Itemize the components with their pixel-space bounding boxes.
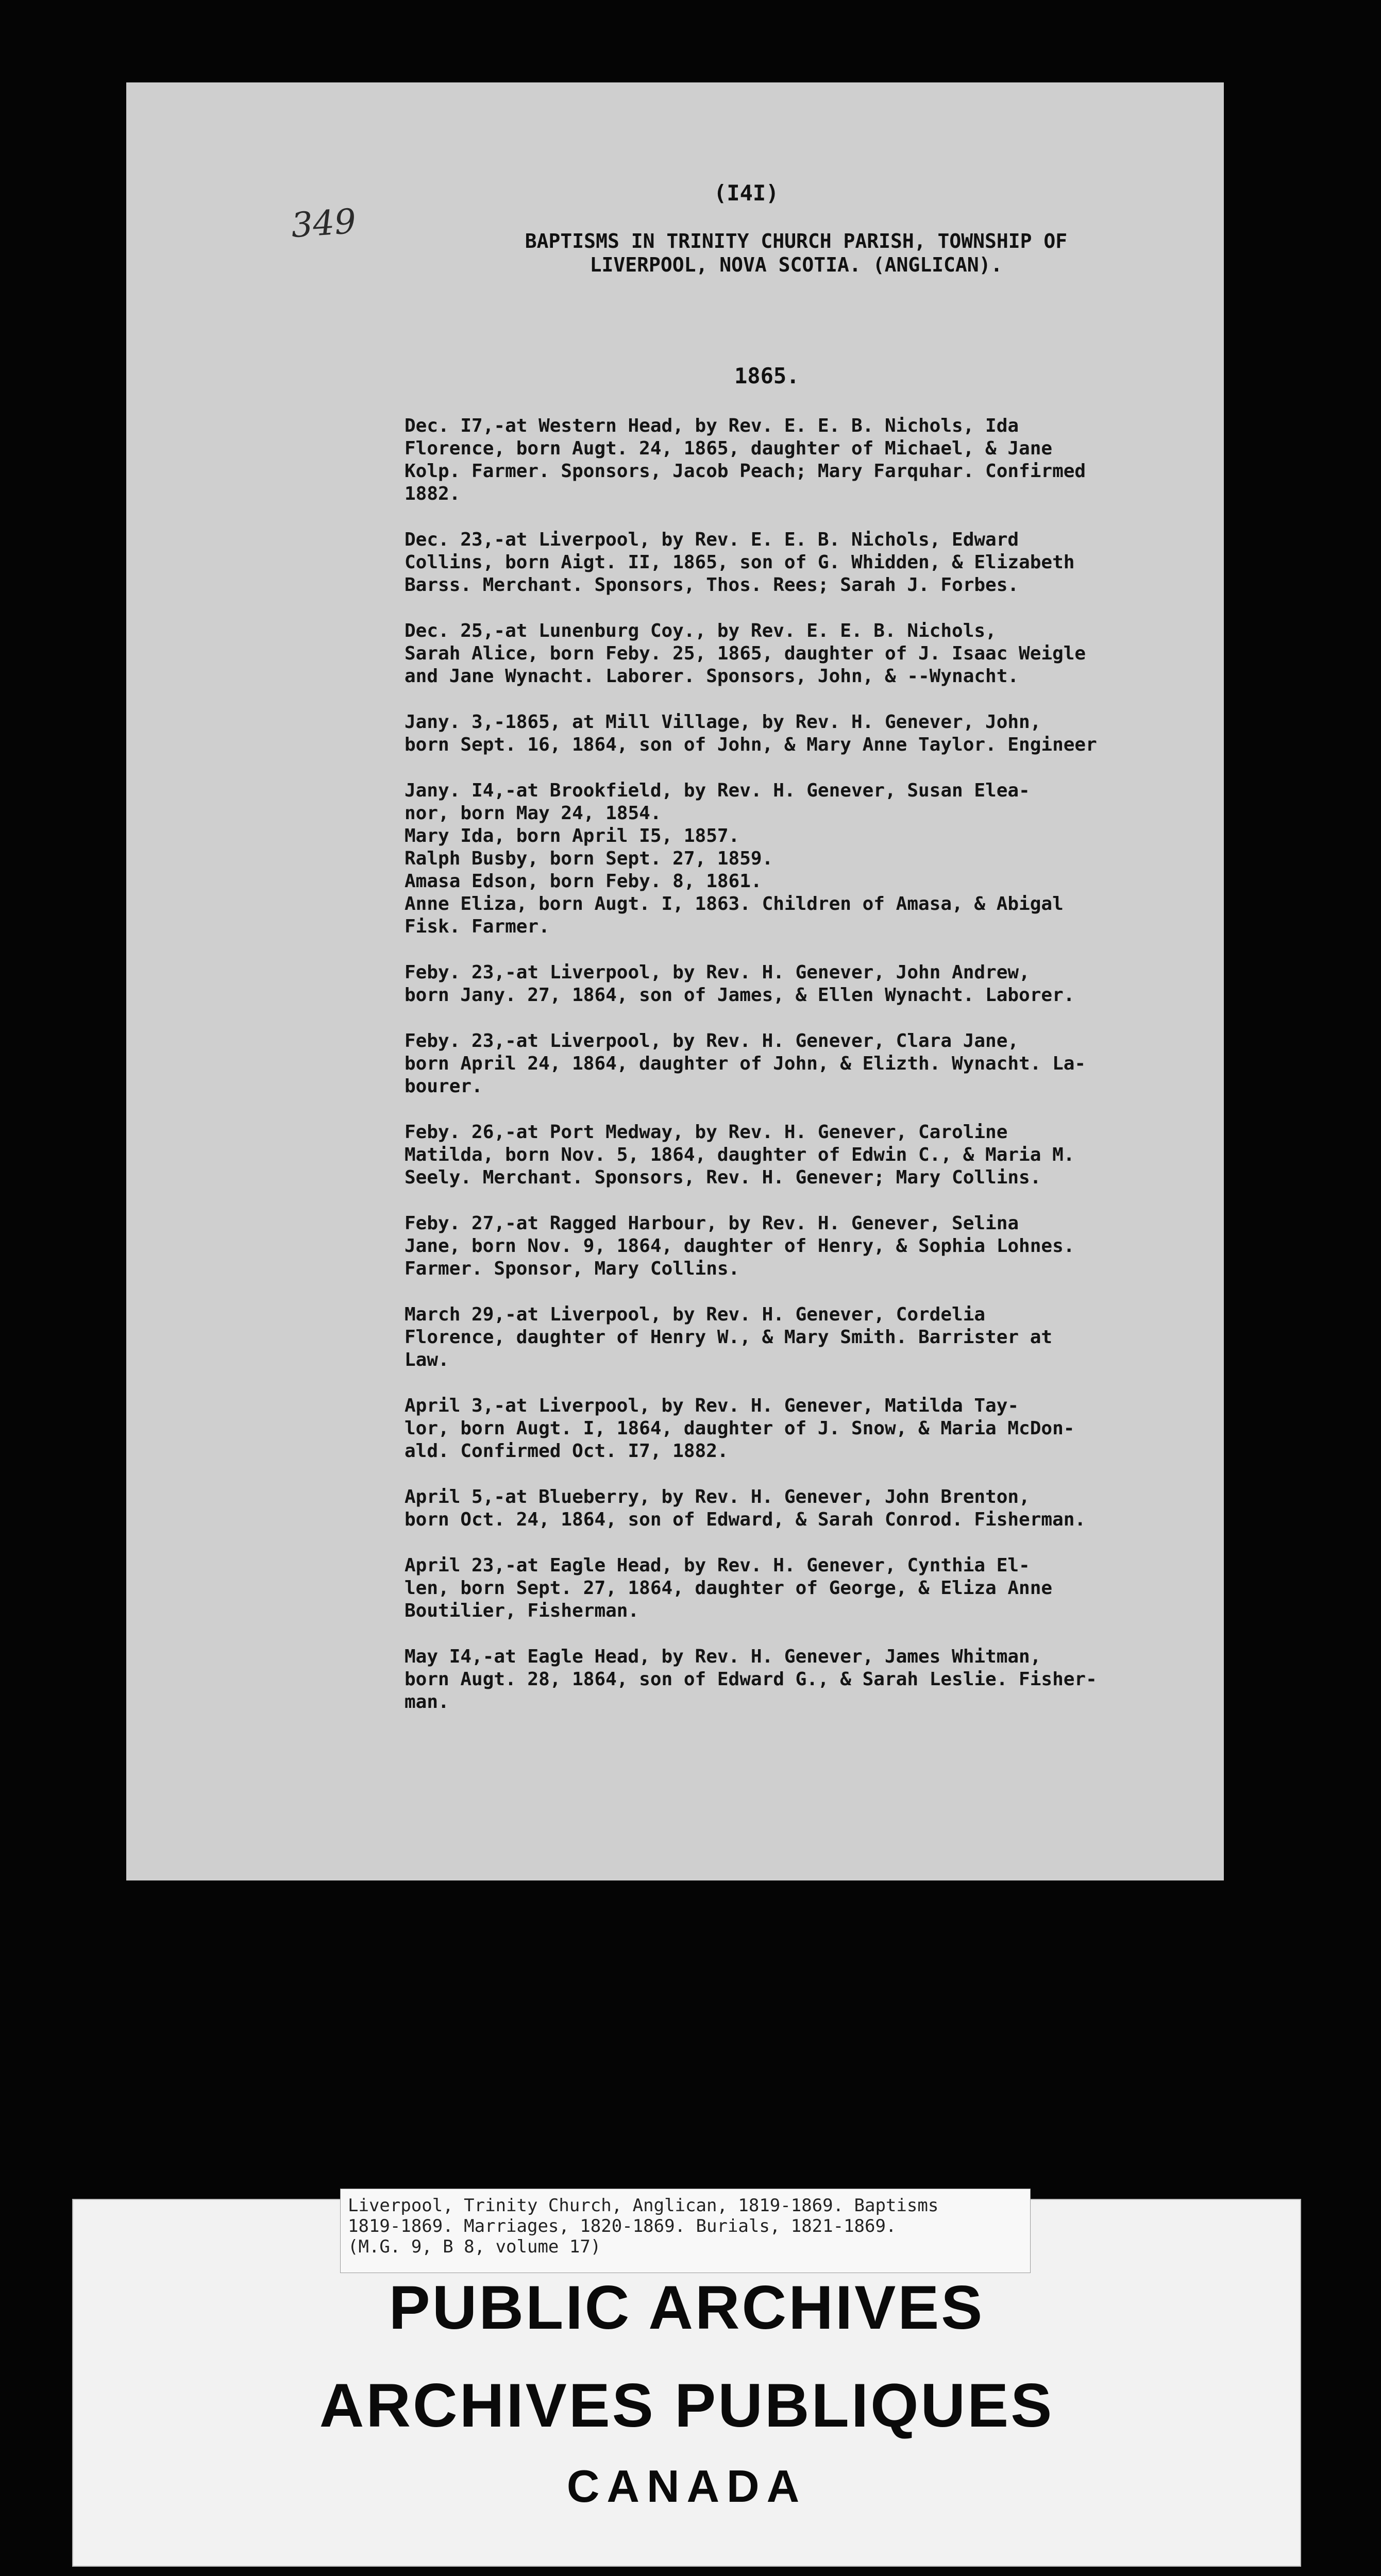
- handwritten-page-number: 349: [290, 201, 358, 246]
- document-page: [126, 82, 1224, 1880]
- archive-title-french: ARCHIVES PUBLIQUES: [319, 2371, 1054, 2440]
- baptism-entry: Dec. 23,-at Liverpool, by Rev. E. E. B. Nichols, Edward Collins, born Aigt. II, 1865, son of G. Whidden, & Elizabeth Barss. Merchant. Sponsors, Thos. Rees; Sarah J. Forbes.: [405, 529, 1075, 596]
- baptism-entry: Feby. 23,-at Liverpool, by Rev. H. Genever, Clara Jane, born April 24, 1864, daughter of John, & Elizth. Wynacht. La- bourer.: [405, 1030, 1086, 1097]
- baptism-entries: [405, 415, 1260, 1737]
- page-number: (I4I): [714, 180, 779, 206]
- archive-title-english: PUBLIC ARCHIVES: [389, 2273, 985, 2342]
- baptism-entry: April 5,-at Blueberry, by Rev. H. Genever, John Brenton, born Oct. 24, 1864, son of Edward, & Sarah Conrod. Fisherman.: [405, 1486, 1086, 1530]
- baptism-entry: Jany. I4,-at Brookfield, by Rev. H. Genever, Susan Elea- nor, born May 24, 1854. Mary Ida, born April I5, 1857. Ralph Busby, born Sept. 27, 1859. Amasa Edson, born Feby. 8, 1861. Anne Eliza, born Augt. I, 1863. Children of Amasa, & Abigal Fisk. Farmer.: [405, 780, 1064, 937]
- archive-reference-slip: Liverpool, Trinity Church, Anglican, 1819-1869. Baptisms 1819-1869. Marriages, 1820-1869. Burials, 1821-1869. (M.G. 9, B 8, volume 17): [340, 2189, 1031, 2273]
- baptism-entry: Dec. I7,-at Western Head, by Rev. E. E. B. Nichols, Ida Florence, born Augt. 24, 1865, daughter of Michael, & Jane Kolp. Farmer. Sponsors, Jacob Peach; Mary Farquhar. Confirmed 1882.: [405, 415, 1086, 504]
- document-heading: BAPTISMS IN TRINITY CHURCH PARISH, TOWNSHIP OF LIVERPOOL, NOVA SCOTIA. (ANGLICAN).: [525, 230, 1068, 276]
- year-heading: 1865.: [734, 363, 800, 388]
- baptism-entry: April 23,-at Eagle Head, by Rev. H. Genever, Cynthia El- len, born Sept. 27, 1864, daughter of George, & Eliza Anne Boutilier, Fisherman.: [405, 1555, 1053, 1621]
- baptism-entry: Dec. 25,-at Lunenburg Coy., by Rev. E. E. B. Nichols, Sarah Alice, born Feby. 25, 1865, daughter of J. Isaac Weigle and Jane Wynacht. Laborer. Sponsors, John, & --Wynacht.: [405, 620, 1086, 687]
- baptism-entry: Feby. 26,-at Port Medway, by Rev. H. Genever, Caroline Matilda, born Nov. 5, 1864, daughter of Edwin C., & Maria M. Seely. Merchant. Sponsors, Rev. H. Genever; Mary Collins.: [405, 1122, 1075, 1188]
- archive-country: CANADA: [566, 2461, 807, 2512]
- baptism-entry: Feby. 23,-at Liverpool, by Rev. H. Genever, John Andrew, born Jany. 27, 1864, son of James, & Ellen Wynacht. Laborer.: [405, 962, 1075, 1006]
- baptism-entry: May I4,-at Eagle Head, by Rev. H. Genever, James Whitman, born Augt. 28, 1864, son of Edward G., & Sarah Leslie. Fisher- man.: [405, 1646, 1097, 1713]
- baptism-entry: Feby. 27,-at Ragged Harbour, by Rev. H. Genever, Selina Jane, born Nov. 9, 1864, daughter of Henry, & Sophia Lohnes. Farmer. Sponsor, Mary Collins.: [405, 1213, 1075, 1279]
- baptism-entry: April 3,-at Liverpool, by Rev. H. Genever, Matilda Tay- lor, born Augt. I, 1864, daughter of J. Snow, & Maria McDon- ald. Confirmed Oct. I7, 1882.: [405, 1395, 1075, 1462]
- baptism-entry: Jany. 3,-1865, at Mill Village, by Rev. H. Genever, John, born Sept. 16, 1864, son of John, & Mary Anne Taylor. Engineer: [405, 711, 1097, 755]
- baptism-entry: March 29,-at Liverpool, by Rev. H. Genever, Cordelia Florence, daughter of Henry W., & Mary Smith. Barrister at Law.: [405, 1304, 1053, 1370]
